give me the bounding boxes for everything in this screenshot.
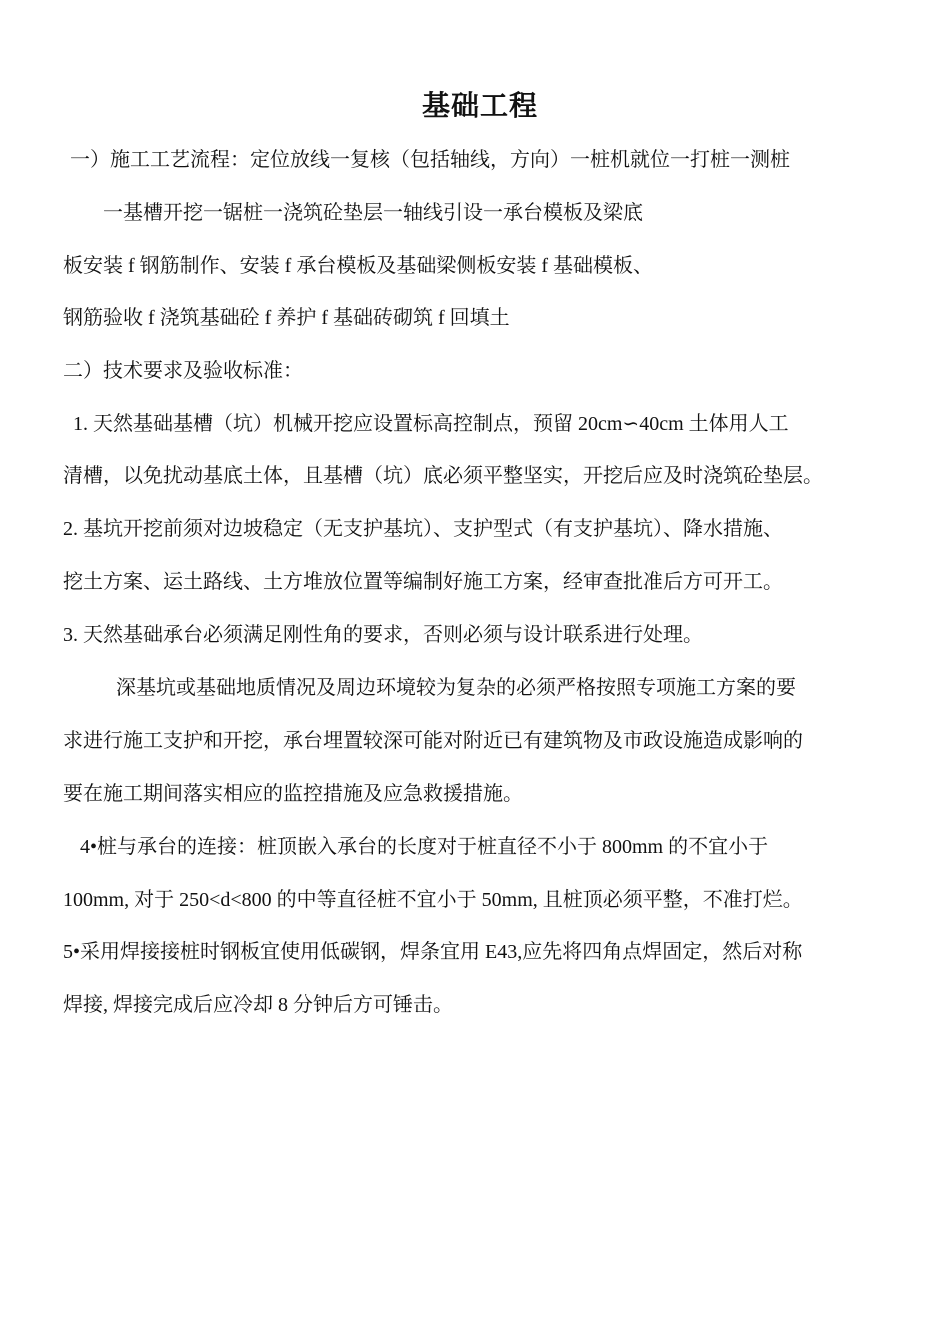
process-flow-line-4: 钢筋验收 f 浇筑基础砼 f 养护 f 基础砖砌筑 f 回填土 [63,307,510,329]
requirement-5-line-2: 焊接, 焊接完成后应冷却 8 分钟后方可锤击。 [63,994,453,1016]
deep-pit-line-1: 深基坑或基础地质情况及周边环境较为复杂的必须严格按照专项施工方案的要 [116,677,796,699]
requirement-3-line: 3. 天然基础承台必须满足刚性角的要求，否则必须与设计联系进行处理。 [63,624,703,646]
requirement-4-line-2: 100mm, 对于 250<d<800 的中等直径桩不宜小于 50mm, 且桩顶必须平整，不准打烂。 [63,889,803,911]
deep-pit-line-3: 要在施工期间落实相应的监控措施及应急救援措施。 [63,783,523,805]
process-flow-line-1: 一）施工工艺流程：定位放线一复核（包括轴线，方向）一桩机就位一打桩一测桩 [70,149,790,171]
requirement-5-line-1: 5•采用焊接接桩时钢板宜使用低碳钢，焊条宜用 E43,应先将四角点焊固定，然后对称 [63,941,803,963]
requirement-1-line-1: 1. 天然基础基槽（坑）机械开挖应设置标高控制点，预留 20cm∽40cm 土体用人工 [73,413,789,435]
process-flow-line-3: 板安装 f 钢筋制作、安装 f 承台模板及基础梁侧板安装 f 基础模板、 [63,255,653,277]
requirement-1-line-2: 清槽，以免扰动基底土体，且基槽（坑）底必须平整坚实，开挖后应及时浇筑砼垫层。 [63,465,823,487]
process-flow-line-2: 一基槽开挖一锯桩一浇筑砼垫层一轴线引设一承台模板及梁底 [103,202,643,224]
page-title: 基础工程 [421,89,538,122]
requirement-2-line-2: 挖土方案、运土路线、土方堆放位置等编制好施工方案，经审查批准后方可开工。 [63,571,783,593]
deep-pit-line-2: 求进行施工支护和开挖，承台埋置较深可能对附近已有建筑物及市政设施造成影响的 [63,730,803,752]
section-heading-requirements: 二）技术要求及验收标准： [63,360,303,382]
requirement-2-line-1: 2. 基坑开挖前须对边坡稳定（无支护基坑）、支护型式（有支护基坑）、降水措施、 [63,518,783,540]
requirement-4-line-1: 4•桩与承台的连接：桩顶嵌入承台的长度对于桩直径不小于 800mm 的不宜小于 [80,836,769,858]
